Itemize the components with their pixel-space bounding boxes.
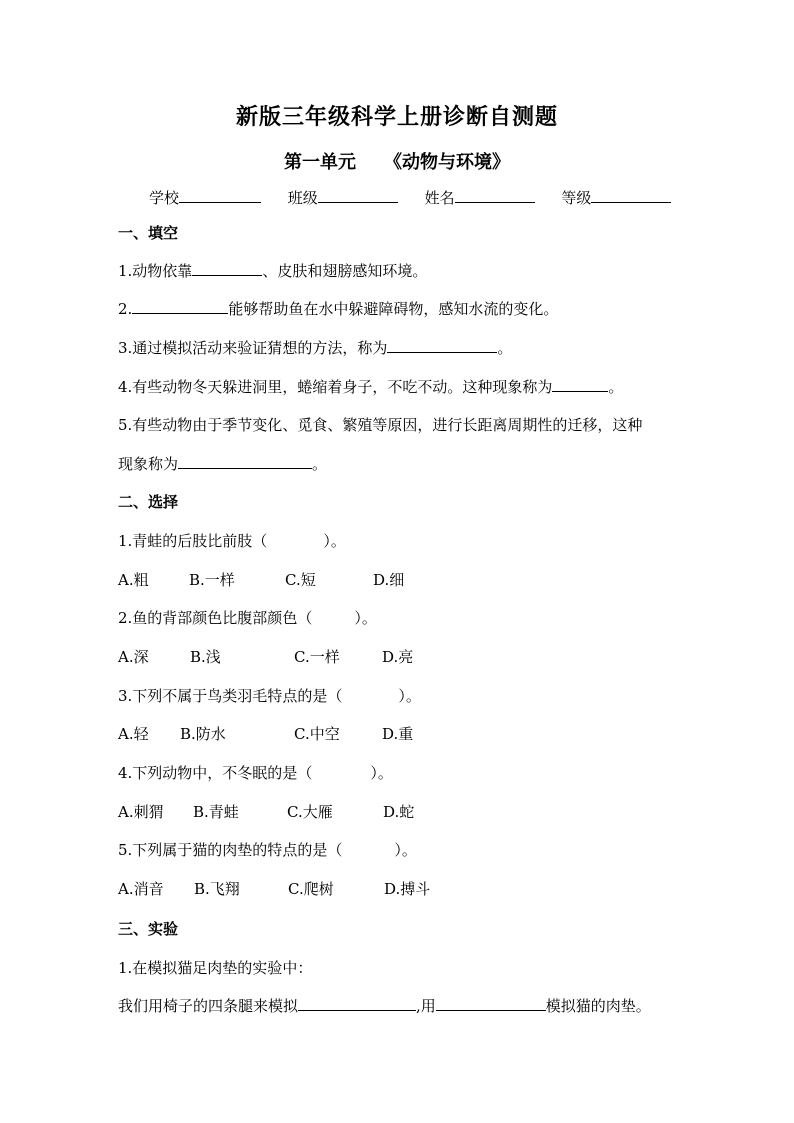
question-text: 4.有些动物冬天躲进洞里，蜷缩着身子，不吃不动。这种现象称为 (118, 378, 553, 396)
option[interactable]: A.深 (118, 648, 149, 666)
question-text: 5.下列属于猫的肉垫的特点的是（ (118, 841, 343, 859)
answer-blank[interactable] (298, 996, 416, 1011)
question-text: 1.青蛙的后肢比前肢（ (118, 532, 268, 550)
section-heading-choice: 二、选择 (118, 493, 179, 511)
option[interactable]: B.一样 (189, 571, 235, 589)
choice-options-3 (118, 723, 413, 744)
student-info-row (149, 186, 671, 208)
fill-question-2 (118, 298, 558, 319)
option[interactable]: A.轻 (118, 725, 149, 743)
name-field[interactable] (455, 186, 535, 203)
question-text: 。 (608, 378, 624, 396)
choice-options-1 (118, 569, 404, 590)
question-text: ）。 (354, 609, 377, 627)
question-text: ）。 (370, 764, 393, 782)
fill-question-4 (118, 376, 623, 397)
answer-blank[interactable] (552, 377, 608, 392)
answer-blank[interactable] (436, 996, 546, 1011)
school-label: 学校 (149, 189, 180, 207)
option[interactable]: C.短 (285, 571, 316, 589)
option[interactable]: A.粗 (118, 571, 149, 589)
school-field[interactable] (179, 186, 261, 203)
question-text: 、皮肤和翅膀感知环境。 (262, 262, 428, 280)
choice-question-1 (118, 530, 346, 551)
name-label: 姓名 (424, 189, 455, 207)
choice-question-2 (118, 607, 377, 628)
option[interactable]: C.一样 (294, 648, 340, 666)
question-text: 模拟猫的肉垫。 (545, 997, 651, 1015)
fill-question-5-cont (118, 453, 327, 474)
choice-question-3 (118, 685, 421, 706)
question-text: 。 (497, 339, 513, 357)
option[interactable]: C.爬树 (288, 880, 334, 898)
question-text: 2.鱼的背部颜色比腹部颜色（ (118, 609, 313, 627)
grade-field[interactable] (591, 186, 671, 203)
fill-question-1 (118, 260, 427, 281)
choice-question-4 (118, 762, 393, 783)
class-label: 班级 (287, 189, 318, 207)
question-text: 4.下列动物中，不冬眠的是（ (118, 764, 313, 782)
question-text: 能够帮助鱼在水中躲避障碍物，感知水流的变化。 (228, 300, 559, 318)
unit-label: 第一单元 (284, 152, 356, 173)
question-text: 我们用椅子的四条腿来模拟 (118, 997, 299, 1015)
unit-subtitle (0, 148, 794, 174)
unit-name: 《动物与环境》 (384, 152, 510, 173)
experiment-question-1: 1.在模拟猫足肉垫的实验中： (118, 959, 313, 977)
question-text: ,用 (416, 997, 436, 1015)
choice-options-4 (118, 801, 414, 822)
option[interactable]: D.亮 (382, 648, 414, 666)
fill-question-5: 5.有些动物由于季节变化、觅食、繁殖等原因，进行长距离周期性的迁移，这种 (118, 416, 643, 434)
option[interactable]: D.蛇 (383, 803, 415, 821)
question-text: ）。 (323, 532, 346, 550)
option[interactable]: B.青蛙 (193, 803, 239, 821)
choice-options-2 (118, 646, 413, 667)
option[interactable]: D.搏斗 (384, 880, 431, 898)
answer-blank[interactable] (387, 338, 497, 353)
question-text: 2. (118, 300, 133, 318)
grade-label: 等级 (561, 189, 592, 207)
option[interactable]: D.细 (373, 571, 405, 589)
option[interactable]: C.中空 (294, 725, 340, 743)
section-heading-experiment: 三、实验 (118, 920, 179, 938)
answer-blank[interactable] (178, 454, 312, 469)
page-title: 新版三年级科学上册诊断自测题 (235, 104, 558, 130)
question-text: ）。 (394, 841, 417, 859)
answer-blank[interactable] (192, 261, 262, 276)
option[interactable]: B.飞翔 (194, 880, 240, 898)
option[interactable]: A.消音 (118, 880, 164, 898)
option[interactable]: C.大雁 (287, 803, 333, 821)
question-text: 3.通过模拟活动来验证猜想的方法，称为 (118, 339, 388, 357)
experiment-question-1-line (118, 995, 651, 1016)
question-text: 。 (312, 455, 328, 473)
question-text: 1.动物依靠 (118, 262, 193, 280)
choice-question-5 (118, 839, 417, 860)
fill-question-3 (118, 337, 512, 358)
option[interactable]: A.刺猬 (118, 803, 164, 821)
option[interactable]: B.防水 (180, 725, 226, 743)
class-field[interactable] (318, 186, 398, 203)
choice-options-5 (118, 878, 430, 899)
section-heading-fill: 一、填空 (118, 224, 179, 242)
option[interactable]: B.浅 (190, 648, 221, 666)
question-text: ）。 (398, 687, 421, 705)
question-text: 现象称为 (118, 455, 179, 473)
answer-blank[interactable] (132, 299, 228, 314)
option[interactable]: D.重 (382, 725, 414, 743)
question-text: 3.下列不属于鸟类羽毛特点的是（ (118, 687, 343, 705)
